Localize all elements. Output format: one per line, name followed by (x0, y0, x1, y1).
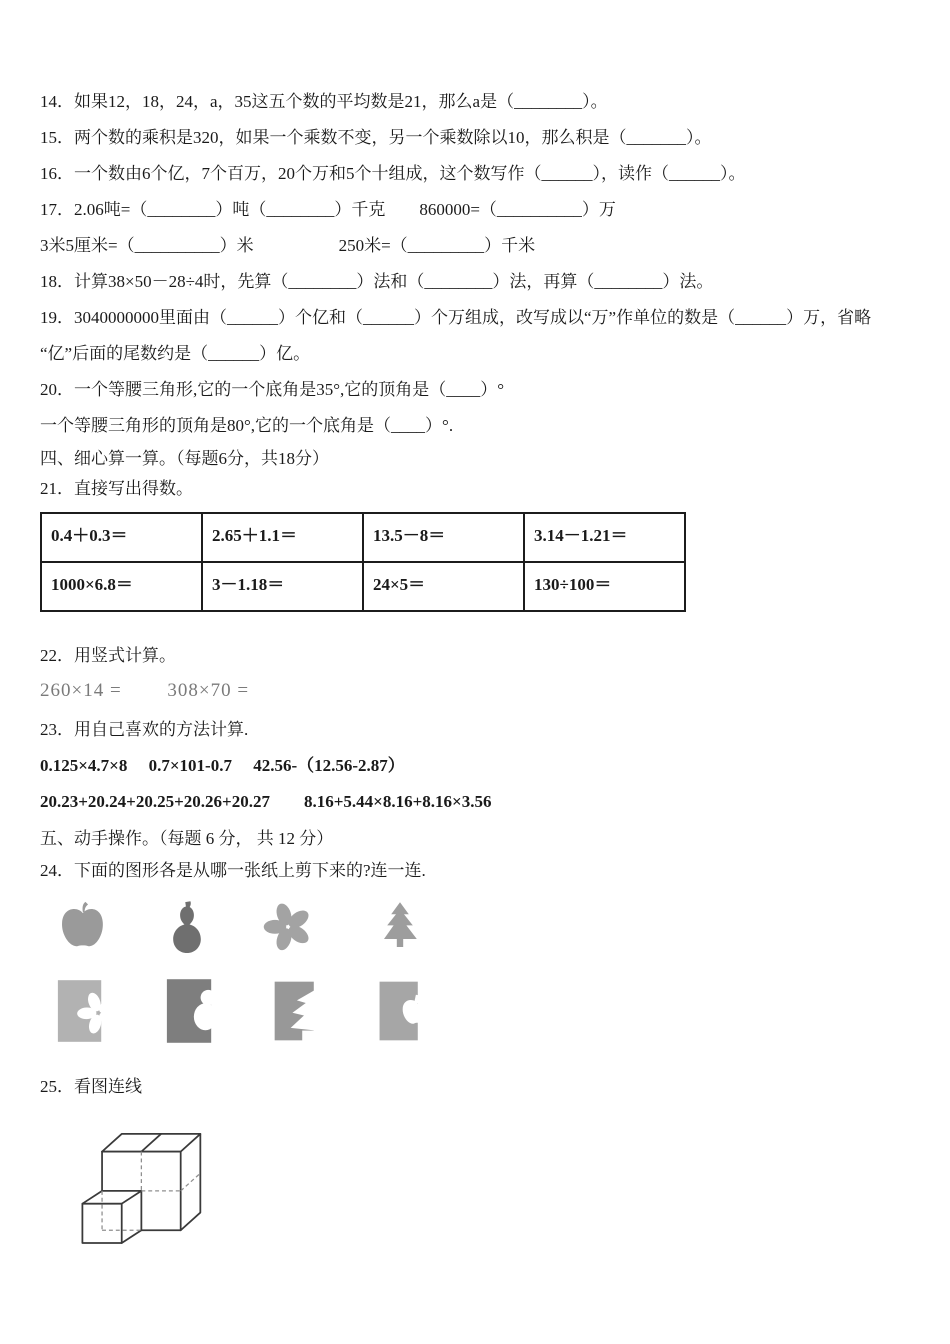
question-24: 24．下面的图形各是从哪一张纸上剪下来的?连一连. (40, 861, 426, 880)
question-18: 18．计算38×50－28÷4时，先算（________）法和（________）法，再算（________）法。 (40, 272, 714, 291)
question-23-expressions-row1: 0.125×4.7×8 0.7×101-0.7 42.56-（12.56-2.87） (40, 756, 405, 775)
cube-stack-3d-icon (48, 1112, 220, 1260)
q25-figure-wrap (48, 1112, 912, 1260)
question-19-line2: “亿”后面的尾数约是（______）亿。 (40, 344, 311, 363)
question-22: 22．用竖式计算。 (40, 646, 176, 665)
question-20-line1: 20．一个等腰三角形,它的一个底角是35°,它的顶角是（____）° (40, 380, 505, 399)
question-23-expressions-row2: 20.23+20.24+20.25+20.26+20.27 8.16+5.44×8.16+8.16×3.56 (40, 792, 492, 811)
question-17-line2: 3米5厘米=（__________）米 250米=（_________）千米 (40, 236, 536, 255)
q24-papers-row (40, 976, 912, 1048)
question-14: 14．如果12，18，24，a，35这五个数的平均数是21，那么a是（________）。 (40, 92, 608, 111)
q24-shapes-row (40, 898, 912, 960)
table-cell: 2.65＋1.1＝ (202, 513, 363, 562)
question-15: 15．两个数的乘积是320，如果一个乘数不变，另一个乘数除以10，那么积是（_______）。 (40, 128, 712, 147)
question-20-line2: 一个等腰三角形的顶角是80°,它的一个底角是（____）°. (40, 416, 454, 435)
table-row (41, 562, 685, 611)
q21-answer-table (40, 512, 686, 612)
table-cell: 3.14－1.21＝ (524, 513, 685, 562)
table-cell: 24×5＝ (363, 562, 524, 611)
question-17-line1: 17．2.06吨=（________）吨（________）千克 860000=（__________）万 (40, 200, 616, 219)
table-cell: 1000×6.8＝ (41, 562, 202, 611)
gourd-shape-icon (168, 898, 206, 958)
paper-with-apple-cutout-icon (376, 976, 424, 1046)
table-cell: 130÷100＝ (524, 562, 685, 611)
question-16: 16．一个数由6个亿，7个百万，20个万和5个十组成，这个数写作（______），读作（______）。 (40, 164, 746, 183)
apple-shape-icon (56, 898, 108, 956)
table-cell: 3－1.18＝ (202, 562, 363, 611)
paper-with-tree-cutout-icon (272, 976, 320, 1046)
question-21: 21．直接写出得数。 (40, 479, 193, 498)
question-22-workspace: 260×14 = 308×70 = (40, 680, 250, 701)
question-25: 25．看图连线 (40, 1077, 142, 1096)
paper-with-gourd-cutout-icon (164, 976, 216, 1046)
table-cell: 13.5－8＝ (363, 513, 524, 562)
section-4-header: 四、细心算一算。（每题6分，共18分） (40, 449, 329, 468)
question-23: 23．用自己喜欢的方法计算. (40, 720, 249, 739)
paper-with-flower-cutout-icon (55, 976, 107, 1046)
section-5-header: 五、动手操作。（每题 6 分， 共 12 分） (40, 829, 334, 848)
table-row (41, 513, 685, 562)
tree-shape-icon (376, 898, 424, 956)
question-19-line1: 19．3040000000里面由（______）个亿和（______）个万组成，改写成以“万”作单位的数是（______）万，省略 (40, 308, 872, 327)
flower-shape-icon (262, 898, 314, 954)
table-cell: 0.4＋0.3＝ (41, 513, 202, 562)
